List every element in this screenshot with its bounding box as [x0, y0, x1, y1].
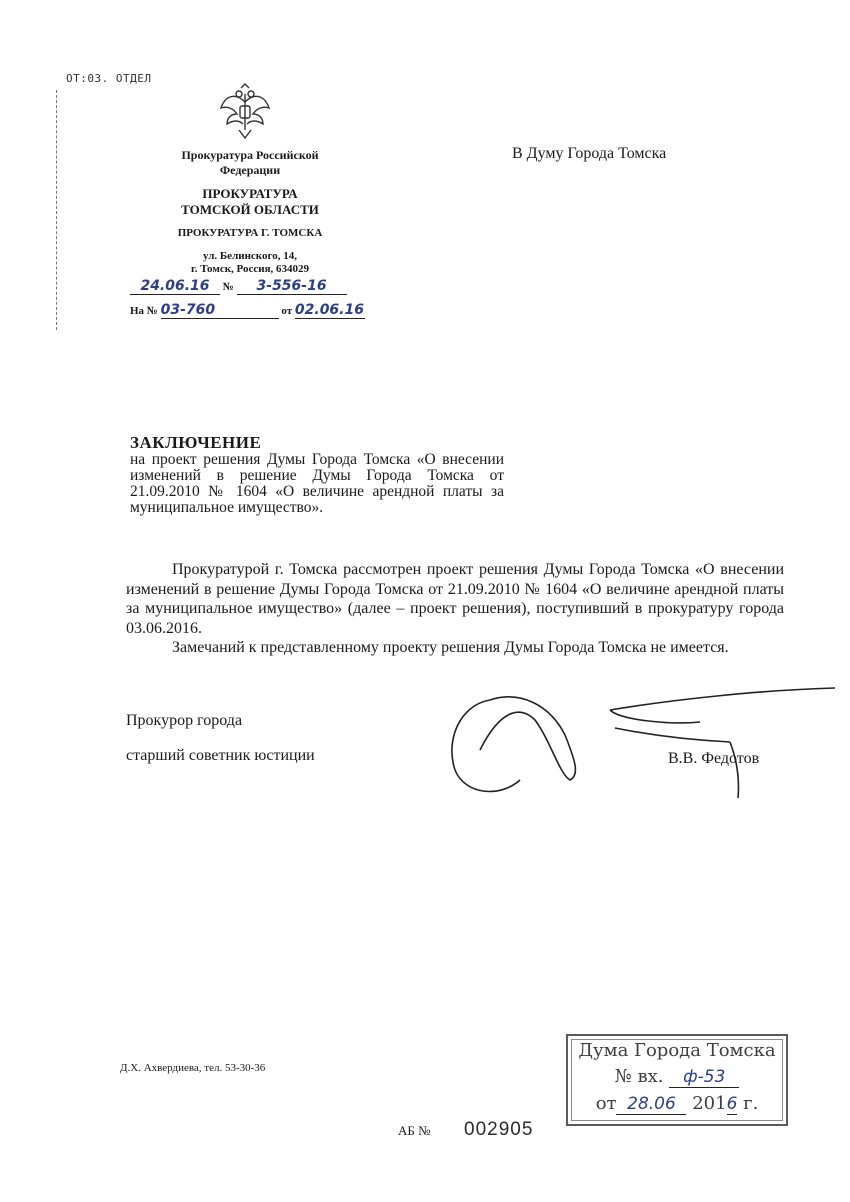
- signer-position: Прокурор города: [126, 712, 243, 729]
- stamp-org: Дума Города Томска: [578, 1040, 776, 1061]
- document-body: [126, 560, 784, 658]
- reference-registration: На № 03-760 от 02.06.16: [130, 302, 364, 318]
- reference-date: 02.06.16: [294, 302, 364, 318]
- form-number-label: АБ №: [398, 1123, 431, 1138]
- sender-city-office: ПРОКУРАТУРА Г. ТОМСКА: [177, 227, 323, 239]
- document-title: ЗАКЛЮЧЕНИЕ: [130, 433, 262, 452]
- fax-header: ОТ:03. ОТДЕЛ: [66, 72, 152, 85]
- body-paragraph: Замечаний к представленному проекту решения Думы Города Томска не имеется.: [172, 639, 729, 656]
- incoming-registration-stamp: [566, 1034, 788, 1126]
- document-subject: на проект решения Думы Города Томска «О внесении изменений в решение Думы Города Томска от 21.09.2010 № 1604 «О величине арендной платы за муниципальное имущество».: [130, 451, 504, 516]
- scan-edge-marks: [56, 90, 65, 330]
- body-paragraph: Прокуратурой г. Томска рассмотрен проект решения Думы Города Томска «О внесении изменений в решение Думы Города Томска от 21.09.2010 № 1604 «О величине арендной платы за муниципальное имущество» (далее – проект решения), поступивший в прокуратуру города 03.06.2016.: [126, 561, 784, 637]
- outgoing-registration: 24.06.16 № 3-556-16: [130, 278, 347, 295]
- signer-name: В.В. Федотов: [668, 750, 760, 767]
- sender-address: ул. Белинского, 14, г. Томск, Россия, 634029: [190, 250, 310, 275]
- stamp-incoming-date: от 28.06 2016 г.: [595, 1093, 759, 1114]
- signer-rank: старший советник юстиции: [126, 747, 315, 764]
- reference-number: 03-760: [161, 302, 279, 319]
- stamp-incoming-number: № вх. ф-53: [568, 1066, 786, 1088]
- addressee: В Думу Города Томска: [512, 145, 667, 162]
- sender-org-name: Прокуратура Российской Федерации: [181, 148, 319, 177]
- handwritten-signature: [440, 680, 840, 810]
- sender-prosecutor-office: ПРОКУРАТУРА ТОМСКОЙ ОБЛАСТИ: [181, 186, 319, 217]
- form-number-value: 002905: [464, 1119, 534, 1140]
- executor-contact: Д.Х. Ахвердиева, тел. 53-30-36: [120, 1062, 266, 1074]
- coat-of-arms-icon: [215, 82, 275, 142]
- outgoing-number: 3-556-16: [237, 278, 347, 295]
- outgoing-date: 24.06.16: [130, 278, 220, 295]
